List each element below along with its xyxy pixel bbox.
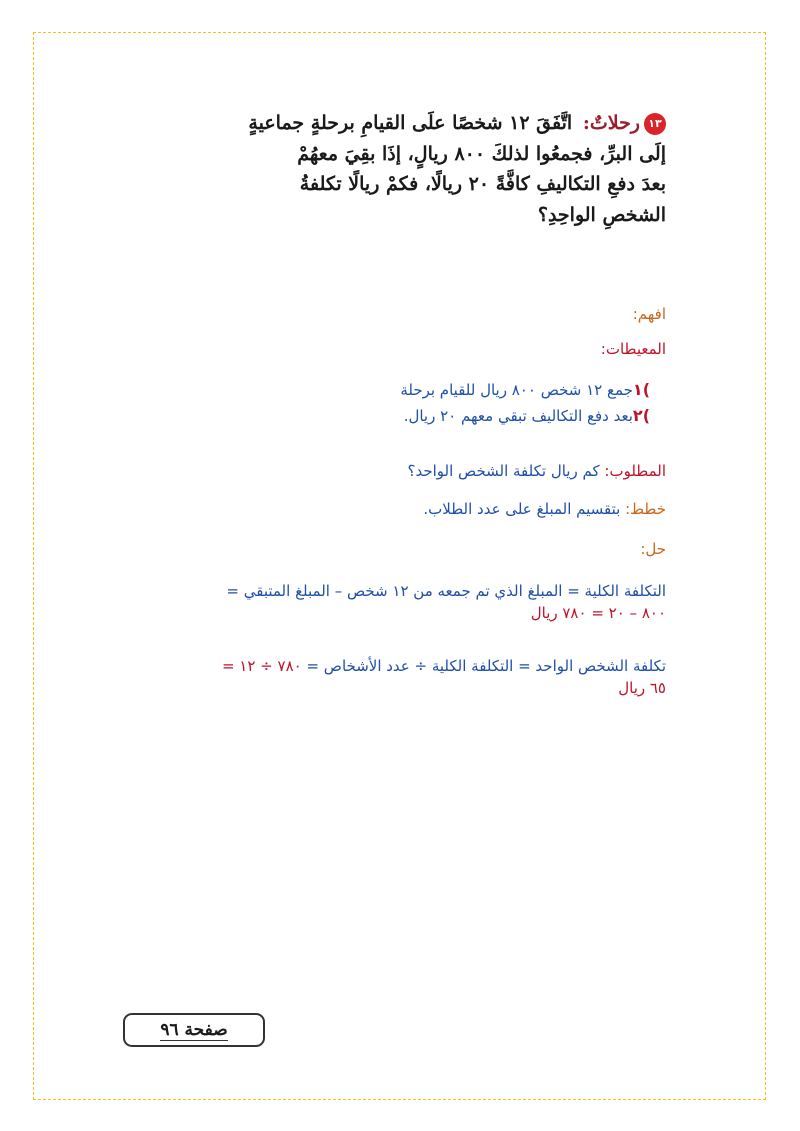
solve-step-2-calc: ٧٨٠ ÷ ١٢ = [221,657,302,675]
givens-item-2-text: بعد دفع التكاليف تبقي معهم ٢٠ ريال. [403,407,633,425]
solve-step-2 [106,655,666,699]
givens-item-1: )١جمع ١٢ شخص ٨٠٠ ريال للقيام برحلة [400,380,650,399]
givens-item-2: )٢بعد دفع التكاليف تبقي معهم ٢٠ ريال. [403,406,650,425]
required-line [106,462,666,480]
givens-heading: المعيطات: [600,340,666,358]
solve-step-1-line-1: التكلفة الكلية = المبلغ الذي تم جمعه من ١٢ شخص – المبلغ المتبقي = [226,582,666,600]
page-number-label [123,1013,265,1047]
plan-label: خطط: [625,500,666,518]
problem-statement [226,108,666,230]
page-number-text: صفحة ٩٦ [160,1020,228,1040]
solve-step-1 [106,580,666,624]
problem-line-4: الشخصِ الواحِدِ؟ [537,203,666,226]
problem-title: رحلاتٌ: [582,112,640,134]
required-text: كم ريال تكلفة الشخص الواحد؟ [407,462,600,480]
plan-line [106,500,666,518]
problem-line-2: إلَى البرِّ، فجمعُوا لذلكَ ٨٠٠ ريالٍ، إذَا بقِيَ معهُمْ [297,142,666,165]
understand-heading: افهم: [632,305,666,323]
givens-item-1-text: جمع ١٢ شخص ٨٠٠ ريال للقيام برحلة [400,381,633,399]
question-number-badge: ١٣ [644,113,666,135]
solve-step-1-line-2: ٨٠٠ – ٢٠ = ٧٨٠ ريال [530,604,666,622]
plan-text: بتقسيم المبلغ على عدد الطلاب. [423,500,621,518]
solve-heading: حل: [640,540,666,558]
solve-step-2-line-2: ٦٥ ريال [618,679,666,697]
problem-line-3: بعدَ دفعِ التكاليفِ كافَّةً ٢٠ ريالًا، فكمْ ريالًا تكلفةُ [299,173,666,195]
problem-line-1: اتَّفَقَ ١٢ شخصًا علَى القيامِ برحلةٍ جماعيةٍ [248,112,573,134]
required-label: المطلوب: [604,462,666,480]
solve-step-2-text: تكلفة الشخص الواحد = التكلفة الكلية ÷ عدد الأشخاص = [306,657,666,675]
